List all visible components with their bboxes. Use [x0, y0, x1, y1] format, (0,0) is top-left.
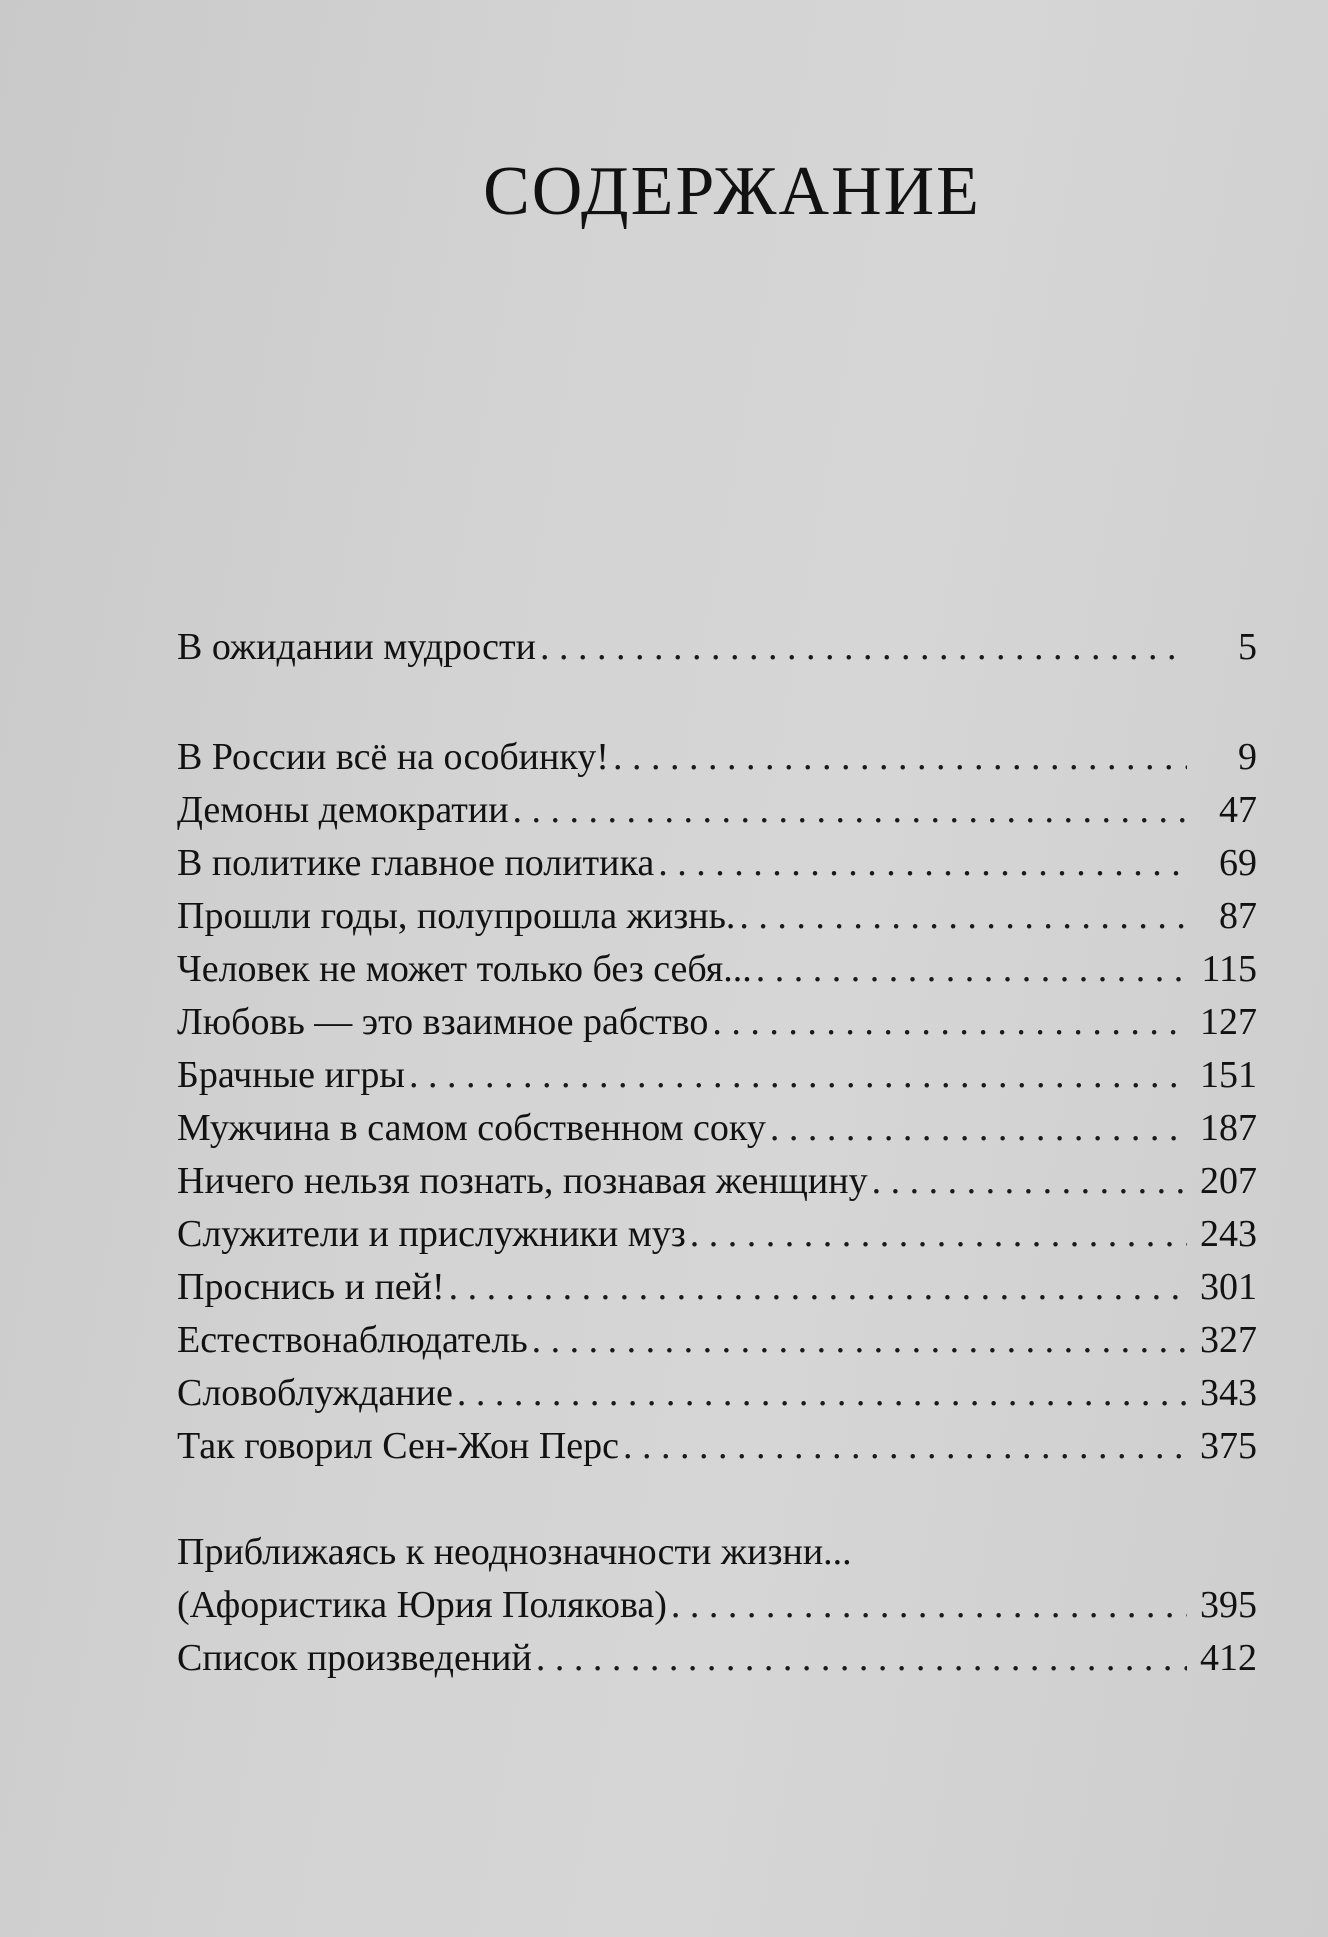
toc-entry[interactable] [177, 891, 1257, 941]
toc-entry-aphorisms[interactable] [177, 1580, 1257, 1630]
toc-entry[interactable] [177, 997, 1257, 1047]
toc-entry-page: 87 [1219, 895, 1257, 937]
leader-dots [409, 1050, 1187, 1100]
leader-dots [739, 891, 1187, 941]
leader-dots [457, 1368, 1187, 1418]
toc-entry[interactable] [177, 1315, 1257, 1365]
toc-entry-title: Естествонаблюдатель [177, 1319, 528, 1361]
toc-entry-title: Прошли годы, полупрошла жизнь. [177, 895, 736, 937]
leader-dots [513, 785, 1187, 835]
page-title: СОДЕРЖАНИЕ [483, 153, 981, 230]
toc-entry[interactable] [177, 1262, 1257, 1312]
toc-entry-title: Брачные игры [177, 1054, 405, 1096]
toc-entry-title: Ничего нельзя познать, познавая женщину [177, 1160, 868, 1202]
toc-entry-page: 327 [1200, 1319, 1257, 1361]
toc-entry[interactable] [177, 622, 1257, 672]
toc-entry-page: 115 [1201, 948, 1257, 990]
toc-entry-page: 187 [1200, 1107, 1257, 1149]
toc-entry-page: 395 [1200, 1584, 1257, 1626]
toc-entry-page: 69 [1219, 842, 1257, 884]
toc-entry-title: В России всё на особинку! [177, 736, 609, 778]
toc-entry-page: 343 [1200, 1372, 1257, 1414]
leader-dots [756, 944, 1187, 994]
toc-entry-title: Служители и прислужники муз [177, 1213, 686, 1255]
toc-entry-title: В ожидании мудрости [177, 626, 536, 668]
toc-entry-title: Мужчина в самом собственном соку [177, 1107, 766, 1149]
toc-entry-page: 9 [1238, 736, 1257, 778]
toc-entry[interactable] [177, 1103, 1257, 1153]
toc-entry-title: Человек не может только без себя... [177, 948, 752, 990]
leader-dots [613, 732, 1187, 782]
leader-dots [532, 1315, 1187, 1365]
toc-entry-page: 301 [1200, 1266, 1257, 1308]
toc-entry-title: В политике главное политика [177, 842, 655, 884]
toc-entry[interactable] [177, 785, 1257, 835]
toc-entry-title: Так говорил Сен-Жон Перс [177, 1425, 620, 1467]
leader-dots [712, 997, 1187, 1047]
leader-dots [872, 1156, 1187, 1206]
leader-dots [623, 1421, 1187, 1471]
toc-entry-title: Список произведений [177, 1637, 532, 1679]
leader-dots [671, 1580, 1187, 1630]
toc-entry[interactable] [177, 944, 1257, 994]
toc-entry[interactable] [177, 1050, 1257, 1100]
leader-dots [540, 622, 1187, 672]
toc-entry-page: 127 [1200, 1001, 1257, 1043]
toc-entry-works-list[interactable] [177, 1633, 1257, 1683]
toc-entry-title: Проснись и пей! [177, 1266, 445, 1308]
toc-entry-page: 151 [1200, 1054, 1257, 1096]
toc-entry-page: 47 [1219, 789, 1257, 831]
toc-entry[interactable] [177, 838, 1257, 888]
toc-entry-page: 412 [1200, 1637, 1257, 1679]
toc-entry-page: 207 [1200, 1160, 1257, 1202]
leader-dots [658, 838, 1187, 888]
toc-entry-title: Любовь — это взаимное рабство [177, 1001, 709, 1043]
leader-dots [690, 1209, 1187, 1259]
toc-entry-page: 243 [1200, 1213, 1257, 1255]
leader-dots [536, 1633, 1187, 1683]
toc-entry-title: (Афористика Юрия Полякова) [177, 1584, 667, 1626]
leader-dots [449, 1262, 1187, 1312]
toc-entry-aphorisms-line1[interactable]: Приближаясь к неоднозначности жизни... [177, 1531, 852, 1573]
toc-entry[interactable] [177, 1368, 1257, 1418]
toc-entry-title: Словоблуждание [177, 1372, 453, 1414]
leader-dots [770, 1103, 1187, 1153]
toc-entry[interactable] [177, 1421, 1257, 1471]
toc-entry[interactable] [177, 1209, 1257, 1259]
toc-entry-title: Демоны демократии [177, 789, 509, 831]
toc-entry[interactable] [177, 732, 1257, 782]
toc-entry-page: 5 [1238, 626, 1257, 668]
toc-entry[interactable] [177, 1156, 1257, 1206]
toc-entry-page: 375 [1200, 1425, 1257, 1467]
